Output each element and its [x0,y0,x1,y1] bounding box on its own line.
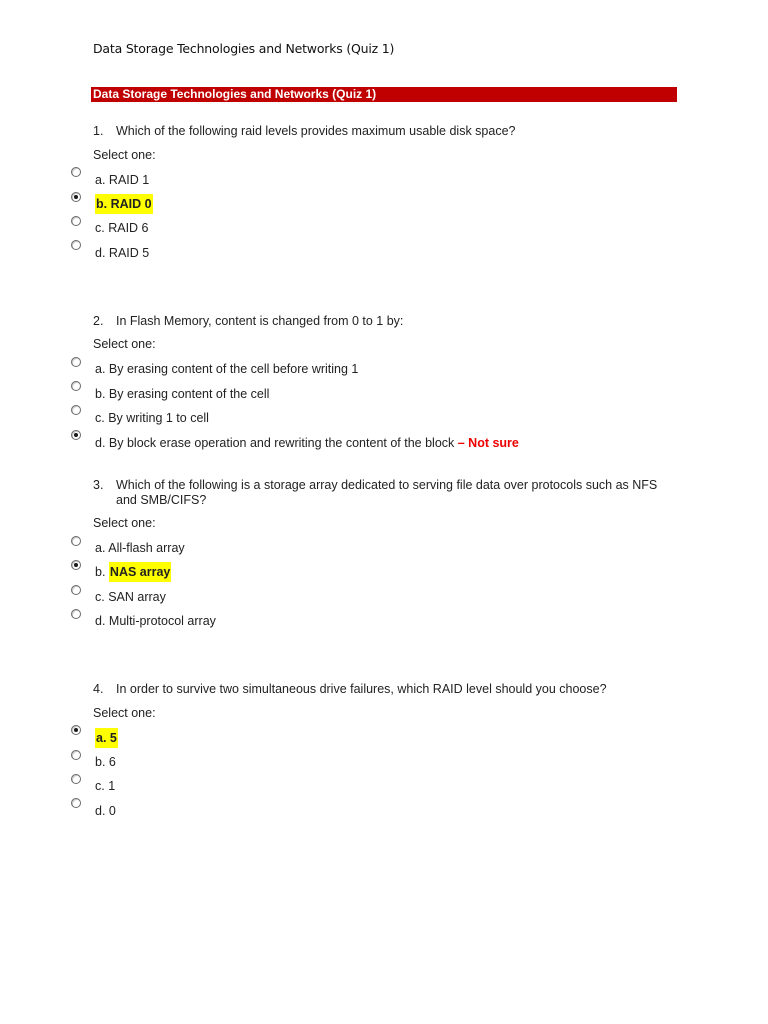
option-q4-c[interactable]: c. 1 [95,779,116,793]
highlighted-answer: NAS array [109,562,171,582]
option-q1-d[interactable]: d. RAID 5 [95,246,150,260]
option-q4-a[interactable] [95,731,118,746]
question-text: In Flash Memory, content is changed from 0 to 1 by: [116,314,404,328]
select-one-label: Select one: [93,148,156,162]
option-q2-d[interactable]: d. By block erase operation and rewriting the content of the block – Not sure [95,436,519,450]
question-text: In order to survive two simultaneous drive failures, which RAID level should you choose? [116,682,607,696]
option-label: 6 [108,755,116,769]
highlighted-answer: a. 5 [95,728,118,748]
select-one-label: Select one: [93,337,156,351]
option-q1-b[interactable] [95,197,153,212]
question-number: 1. [93,124,104,138]
select-one-label: Select one: [93,706,156,720]
option-q4-b[interactable]: b. 6 [95,755,116,769]
option-q3-a[interactable]: a. All-flash array [95,541,185,555]
option-label: 1 [108,779,116,793]
option-label: By writing 1 to cell [108,411,209,425]
radio-unchecked-icon[interactable] [71,536,81,546]
option-label: By erasing content of the cell [108,387,270,401]
option-q2-b[interactable]: b. By erasing content of the cell [95,387,270,401]
option-q2-c[interactable]: c. By writing 1 to cell [95,411,209,425]
option-q4-d[interactable]: d. 0 [95,804,116,818]
radio-checked-icon[interactable] [71,192,81,202]
question-number: 3. [93,478,104,492]
question-number: 4. [93,682,104,696]
option-q3-d[interactable]: d. Multi-protocol array [95,614,216,628]
option-label: 0 [108,804,116,818]
option-q1-a[interactable]: a. RAID 1 [95,173,150,187]
radio-unchecked-icon[interactable] [71,774,81,784]
banner-title: Data Storage Technologies and Networks (Quiz 1) [93,87,377,101]
radio-unchecked-icon[interactable] [71,585,81,595]
not-sure-note: – Not sure [457,436,519,450]
radio-unchecked-icon[interactable] [71,167,81,177]
question-text-line2: and SMB/CIFS? [116,493,207,507]
option-label: All-flash array [108,541,185,555]
highlighted-answer: b. RAID 0 [95,194,153,214]
option-label: By erasing content of the cell before writing 1 [108,362,359,376]
question-3 [93,478,683,508]
radio-unchecked-icon[interactable] [71,216,81,226]
radio-checked-icon[interactable] [71,725,81,735]
option-q1-c[interactable]: c. RAID 6 [95,221,149,235]
option-q3-c[interactable]: c. SAN array [95,590,166,604]
option-q2-a[interactable]: a. By erasing content of the cell before writing 1 [95,362,359,376]
question-text: Which of the following raid levels provides maximum usable disk space? [116,124,516,138]
option-label: By block erase operation and rewriting the content of the block [108,436,455,450]
question-4 [93,682,607,697]
radio-unchecked-icon[interactable] [71,381,81,391]
radio-checked-icon[interactable] [71,560,81,570]
document-title: Data Storage Technologies and Networks (Quiz 1) [93,41,395,56]
option-label: RAID 6 [108,221,149,235]
radio-unchecked-icon[interactable] [71,750,81,760]
option-q3-b[interactable]: b. NAS array [95,565,171,580]
radio-checked-icon[interactable] [71,430,81,440]
radio-unchecked-icon[interactable] [71,798,81,808]
option-label: Multi-protocol array [108,614,216,628]
question-number: 2. [93,314,104,328]
radio-unchecked-icon[interactable] [71,609,81,619]
question-1 [93,124,516,139]
question-2 [93,314,403,329]
question-text-line1: Which of the following is a storage array dedicated to serving file data over protocols such as NFS [116,478,658,492]
option-label: SAN array [108,590,166,604]
radio-unchecked-icon[interactable] [71,357,81,367]
radio-unchecked-icon[interactable] [71,240,81,250]
radio-unchecked-icon[interactable] [71,405,81,415]
option-label: RAID 5 [108,246,150,260]
select-one-label: Select one: [93,516,156,530]
option-label: RAID 1 [108,173,150,187]
quiz-banner [91,87,677,102]
option-label: 5 [109,731,117,745]
option-label: RAID 0 [110,197,152,211]
